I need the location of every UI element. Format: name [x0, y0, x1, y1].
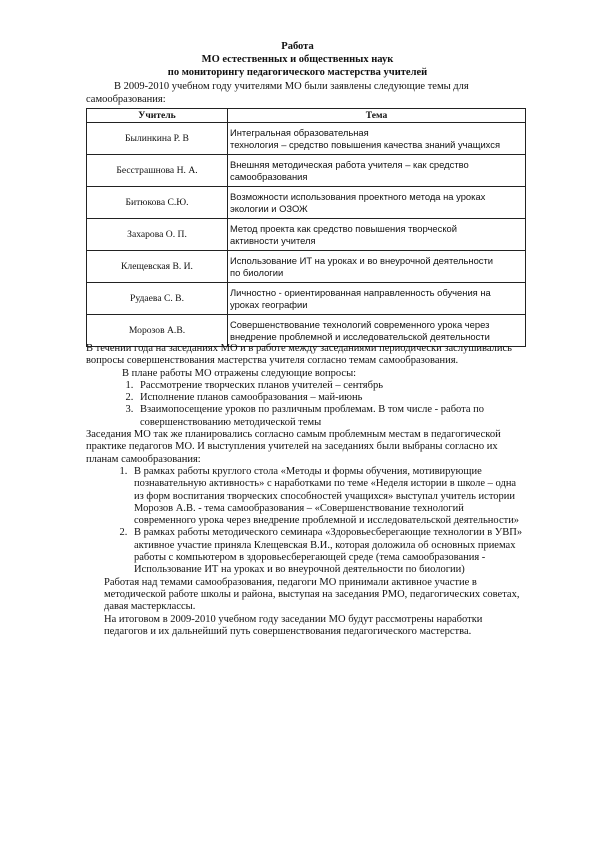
document-title-line-1: Работа — [281, 41, 314, 52]
document-title-line-2: МО естественных и общественных наук — [201, 54, 394, 65]
topic-line: Личностно - ориентированная направленность обучения на — [230, 287, 491, 298]
topic-line: самообразования — [230, 170, 308, 182]
table-row — [87, 123, 526, 155]
table-header-row — [87, 109, 526, 123]
topic-line: уроках географии — [230, 298, 308, 310]
list-item: 2. Исполнение планов самообразования – май-июнь — [136, 392, 526, 404]
paragraph-4: На итоговом в 2009-2010 учебном году заседании МО будут рассмотрены наработки педагогов и их дальнейший путь совершенствования педагогического мастерства. — [104, 613, 483, 637]
table-row — [87, 187, 526, 219]
list-item: 1. В рамках работы круглого стола «Методы и формы обучения, мотивирующие познавательную активность» с наработками по теме «Неделя истории в школе – одна из форм воспитания творческих способностей учащихся» выступал учитель истории Морозов А.В. - тема самообразования – «Совершенствование технологий современного урока через внедрение проблемной и исследовательской деятельности» — [130, 466, 526, 527]
topic-cell — [228, 251, 526, 283]
topic-cell — [228, 187, 526, 219]
table-row — [87, 219, 526, 251]
topic-line: Метод проекта как средство повышения творческой — [230, 223, 457, 234]
teacher-cell: Клещевская В. И. — [87, 251, 228, 283]
table-row — [87, 155, 526, 187]
teacher-cell: Захарова О. П. — [87, 219, 228, 251]
teacher-cell: Морозов А.В. — [87, 315, 228, 347]
topic-cell — [228, 283, 526, 315]
list-item: 1. Рассмотрение творческих планов учителей – сентябрь — [136, 380, 526, 392]
session-list — [86, 466, 526, 577]
header-teacher: Учитель — [87, 109, 228, 123]
topic-line: Совершенствование технологий современного урока через — [230, 319, 490, 330]
themes-table — [86, 108, 526, 347]
topic-cell — [228, 123, 526, 155]
plan-intro: В плане работы МО отражены следующие вопросы: — [122, 367, 357, 379]
table-row — [87, 251, 526, 283]
table-row — [87, 283, 526, 315]
paragraph-1: В течении года на заседаниях МО и в работе между заседаниями периодически заслушивались вопросы совершенствования мастерства учителя согласно темам самообразования. — [86, 343, 512, 367]
topic-cell — [228, 219, 526, 251]
topic-cell — [228, 315, 526, 347]
teacher-cell: Битюкова С.Ю. — [87, 187, 228, 219]
topic-line: технология – средство повышения качества знаний учащихся — [230, 138, 501, 150]
table-row — [87, 315, 526, 347]
topic-line: внедрение проблемной и исследовательской деятельности — [230, 330, 490, 342]
topic-line: Внешняя методическая работа учителя – как средство — [230, 159, 469, 170]
paragraph-2: Заседания МО так же планировались согласно самым проблемным местам в педагогической практике педагогов МО. И выступления учителей на заседаниях были выбраны согласно их планам самообразования: — [86, 429, 501, 465]
intro-paragraph — [86, 81, 526, 106]
topic-line: по биологии — [230, 266, 284, 278]
header-topic: Тема — [228, 109, 526, 123]
topic-line: Использование ИТ на уроках и во внеурочной деятельности — [230, 255, 494, 266]
document-title-line-3: по мониторингу педагогического мастерства учителей — [167, 67, 428, 78]
intro-line-2: самообразования: — [86, 93, 166, 105]
topic-cell — [228, 155, 526, 187]
intro-line-1: В 2009-2010 учебном году учителями МО были заявлены следующие темы для — [114, 81, 469, 92]
teacher-cell: Рудаева С. В. — [87, 283, 228, 315]
topic-line: активности учителя — [230, 234, 316, 246]
topic-line: Возможности использования проектного метода на уроках — [230, 191, 486, 202]
topic-line: экологии и ОЗОЖ — [230, 202, 308, 214]
list-item: 2. В рамках работы методического семинара «Здоровьесберегающие технологии в УВП» активное участие приняла Клещевская В.И., которая доложила об основных приемах работы с компьютером в здоровьесберегающей среде (тема самообразования - Использование ИТ на уроках и во внеурочной деятельности по биологии) — [130, 527, 526, 576]
paragraph-3: Работая над темами самообразования, педагоги МО принимали активное участие в методической работе школы и района, выступая на заседания РМО, педагогических советах, давая мастерклассы. — [104, 576, 520, 613]
topic-line: Интегральная образовательная — [230, 127, 369, 138]
teacher-cell: Бесстрашнова Н. А. — [87, 155, 228, 187]
teacher-cell: Былинкина Р. В — [87, 123, 228, 155]
list-item: 3. Взаимопосещение уроков по различным проблемам. В том числе - работа по совершенствованию методической темы — [136, 404, 526, 429]
plan-list — [86, 380, 526, 429]
document-body — [86, 343, 526, 638]
